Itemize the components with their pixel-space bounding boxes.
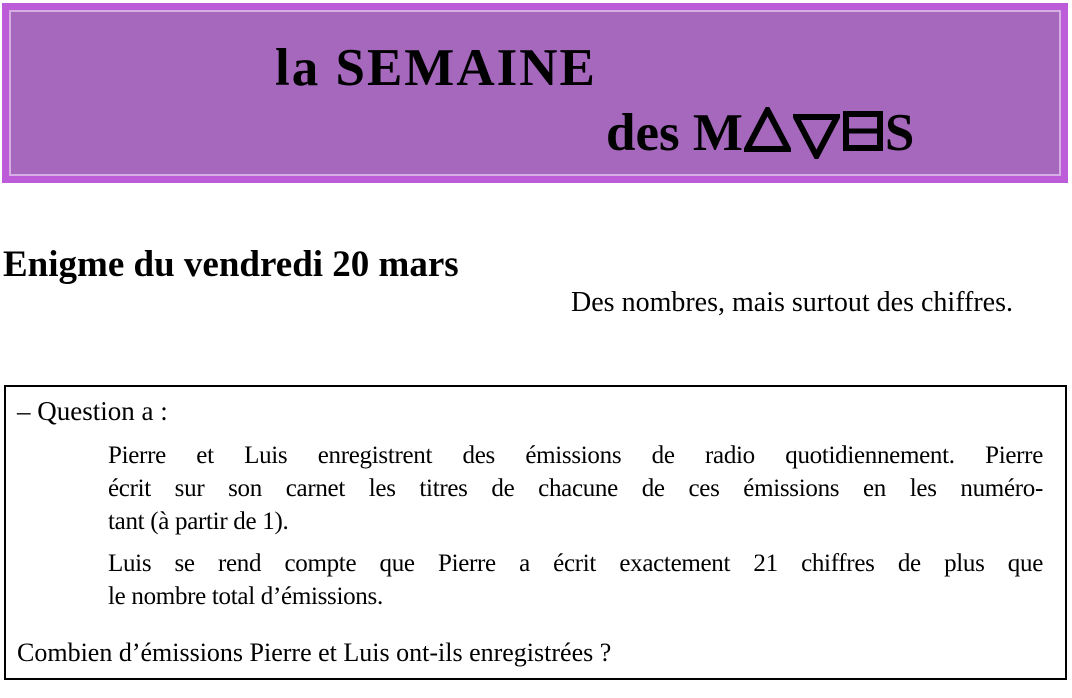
triangle-up-icon xyxy=(744,107,791,152)
banner-title-line2 xyxy=(606,104,915,162)
squared-minus-icon xyxy=(842,110,884,152)
question-label: – Question a : xyxy=(17,396,168,426)
question-box xyxy=(4,385,1067,680)
paragraph-line: Pierre et Luis enregistrent des émissions de radio quotidiennement. Pierre xyxy=(108,442,1043,469)
paragraph-line: le nombre total d’émissions. xyxy=(108,583,383,610)
banner xyxy=(2,3,1068,183)
paragraph-line: écrit sur son carnet les titres de chacune de ces émissions en les numéro- xyxy=(108,475,1043,502)
banner-title-line1: la SEMAINE xyxy=(275,39,597,97)
banner-line2-suffix: S xyxy=(884,104,915,162)
paragraph-line: Luis se rend compte que Pierre a écrit exactement 21 chiffres de plus que xyxy=(108,550,1043,577)
page-subtitle: Des nombres, mais surtout des chiffres. xyxy=(571,287,1013,318)
question-paragraph-2 xyxy=(108,547,1043,613)
page-title: Enigme du vendredi 20 mars xyxy=(3,244,459,285)
final-question: Combien d’émissions Pierre et Luis ont-ils enregistrées ? xyxy=(17,638,612,667)
banner-line2-prefix: des M xyxy=(606,104,743,162)
triangle-down-icon xyxy=(793,114,840,159)
question-paragraph-1 xyxy=(108,439,1043,538)
paragraph-line: tant (à partir de 1). xyxy=(108,508,289,535)
